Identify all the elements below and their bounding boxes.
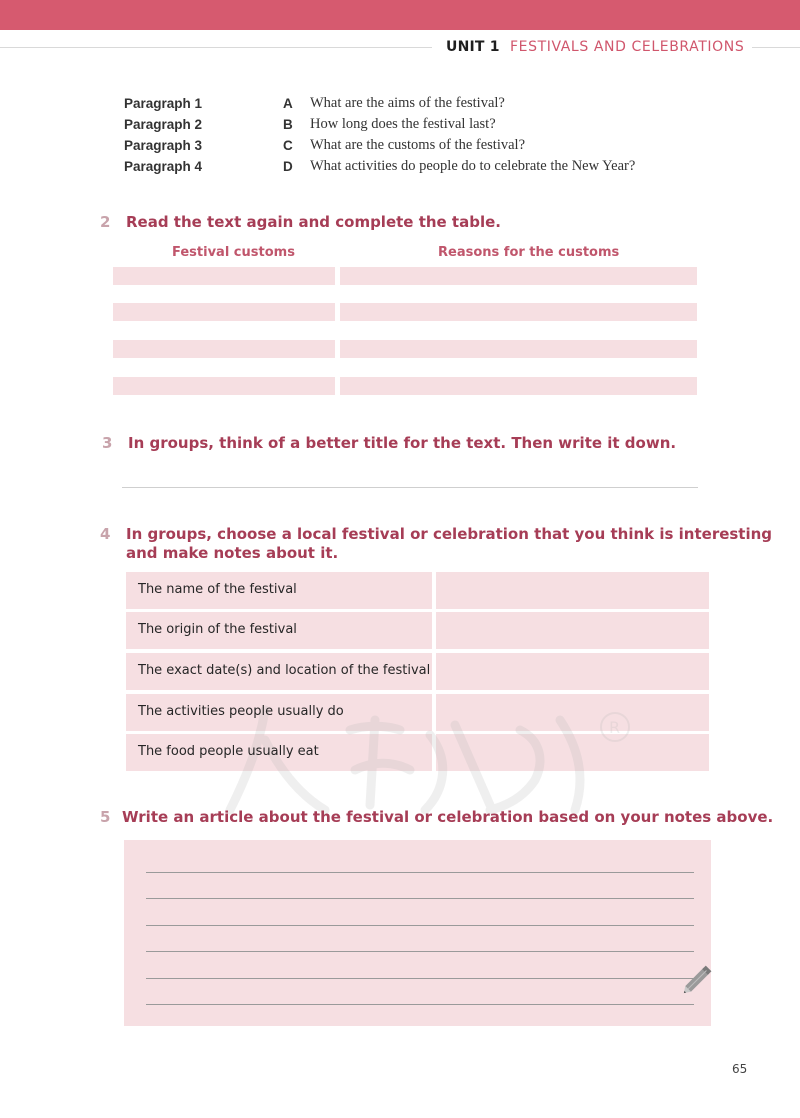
notes-row-activities: The activities people usually do (138, 704, 344, 719)
task-3-instruction: In groups, think of a better title for the text. Then write it down. (128, 434, 677, 452)
notes-row-food: The food people usually eat (138, 744, 319, 759)
notes-row-date-location: The exact date(s) and location of the festival (138, 663, 431, 678)
pencil-icon (678, 960, 718, 998)
matching-row (0, 117, 800, 138)
matching-row (0, 159, 800, 180)
article-writing-area[interactable] (124, 840, 711, 1026)
task-3-number: 3 (102, 434, 113, 452)
writing-line (146, 951, 694, 952)
option-letter: C (283, 138, 293, 153)
notes-row-origin: The origin of the festival (138, 622, 297, 637)
writing-line (146, 872, 694, 873)
task-5-instruction: Write an article about the festival or celebration based on your notes above. (122, 808, 774, 826)
option-letter: D (283, 159, 293, 174)
writing-line (146, 1004, 694, 1005)
task-4-instruction-continued: and make notes about it. (126, 544, 339, 562)
customs-answer-cell[interactable] (113, 303, 335, 321)
page-number: 65 (732, 1062, 748, 1076)
reasons-answer-cell[interactable] (340, 340, 697, 358)
customs-answer-cell[interactable] (113, 340, 335, 358)
header-rule (0, 47, 432, 48)
task-4-instruction: In groups, choose a local festival or celebration that you think is interesting (126, 525, 773, 543)
option-question: What are the customs of the festival? (310, 137, 526, 153)
unit-title: FESTIVALS AND CELEBRATIONS (510, 39, 745, 55)
title-answer-line[interactable] (122, 487, 698, 488)
unit-label: UNIT 1 (446, 39, 500, 55)
reasons-answer-cell[interactable] (340, 377, 697, 395)
customs-answer-cell[interactable] (113, 267, 335, 285)
task-5-number: 5 (100, 808, 111, 826)
header-rule (752, 47, 800, 48)
option-question: How long does the festival last? (310, 116, 496, 132)
reasons-answer-cell[interactable] (340, 267, 697, 285)
top-color-band (0, 0, 800, 30)
reasons-answer-cell[interactable] (340, 303, 697, 321)
notes-answer-cell[interactable] (436, 572, 709, 609)
column-header-customs: Festival customs (172, 245, 295, 260)
paragraph-label: Paragraph 4 (124, 159, 203, 174)
writing-line (146, 925, 694, 926)
option-letter: A (283, 96, 293, 111)
option-letter: B (283, 117, 293, 132)
task-4-number: 4 (100, 525, 111, 543)
task-2-instruction: Read the text again and complete the table. (126, 213, 501, 231)
paragraph-label: Paragraph 3 (124, 138, 203, 153)
notes-answer-cell[interactable] (436, 612, 709, 649)
customs-answer-cell[interactable] (113, 377, 335, 395)
option-question: What are the aims of the festival? (310, 95, 505, 111)
notes-answer-cell[interactable] (436, 653, 709, 690)
paragraph-label: Paragraph 2 (124, 117, 203, 132)
option-question: What activities do people do to celebrate the New Year? (310, 158, 636, 174)
writing-line (146, 898, 694, 899)
notes-row-name: The name of the festival (138, 582, 297, 597)
column-header-reasons: Reasons for the customs (438, 245, 620, 260)
svg-text:R: R (609, 718, 621, 737)
paragraph-label: Paragraph 1 (124, 96, 203, 111)
writing-line (146, 978, 694, 979)
matching-row (0, 138, 800, 159)
task-2-number: 2 (100, 213, 111, 231)
matching-row (0, 96, 800, 117)
